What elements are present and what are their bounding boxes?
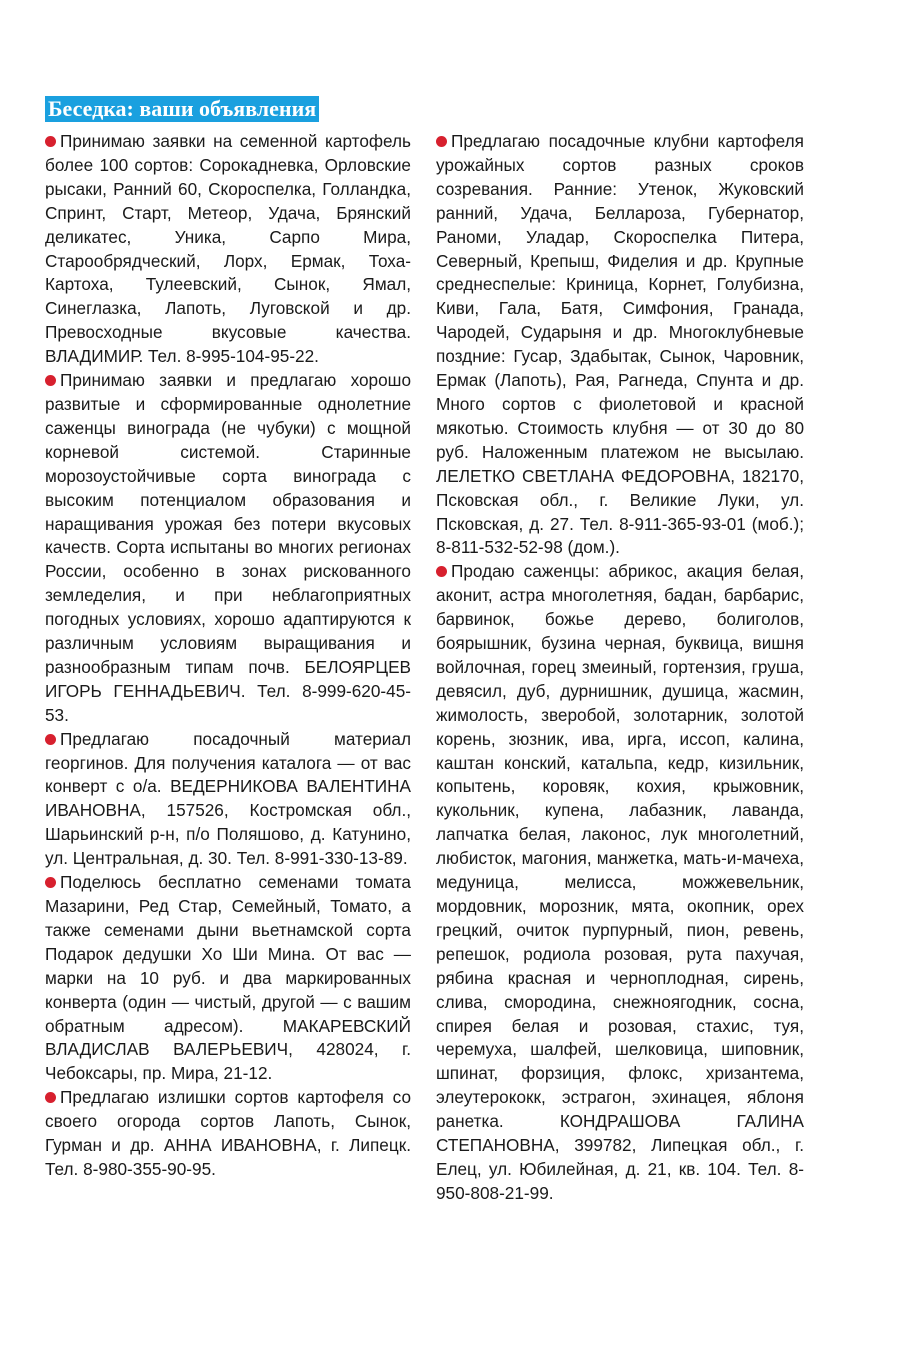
section-title: Беседка: ваши объявления [45, 96, 319, 122]
ad-text: Предлагаю посадочные клубни картофеля урожайных сортов разных сроков созревания. Ранние: Утенок, Жуковский ранний, Удача, Беллароза, Губернатор, Раноми, Уладар, Скороспелка Питера, Северный, Крепыш, Фиделия и др. Крупные среднеспелые: Криница, Корнет, Голубизна, Киви, Гала, Батя, Симфония, Гранада, Чародей, Сударыня и др. Многоклубневые поздние: Гусар, Здабытак, Сынок, Чаровник, Ермак (Лапоть), Рая, Рагнеда, Спунта и др. Много сортов с фиолетовой и красной мякотью. Стоимость клубня — от 30 до 80 руб. Наложенным платежом не высылаю. ЛЕЛЕТКО СВЕТЛАНА ФЕДОРОВНА, 182170, Псковская обл., г. Великие Луки, ул. Псковская, д. 27. Тел. 8-911-365-93-01 (моб.); 8-811-532-52-98 (дом.). [436, 131, 804, 558]
ad-text: Поделюсь бесплатно семенами томата Мазарини, Ред Стар, Семейный, Томато, а также семенами дыни вьетнамской сорта Подарок дедушки Хо Ши Мина. От вас — марки на 10 руб. и два маркированных конверта (один — чистый, другой — с вашим обратным адресом). МАКАРЕВСКИЙ ВЛАДИСЛАВ ВАЛЕРЬЕВИЧ, 428024, г. Чебоксары, пр. Мира, 21-12. [45, 872, 411, 1084]
bullet-icon [436, 136, 447, 147]
ad-text: Принимаю заявки на семенной картофель более 100 сортов: Сорокадневка, Орловские рысаки, Ранний 60, Скороспелка, Голландка, Спринт, Старт, Метеор, Удача, Брянский деликатес, Уника, Сарпо Мира, Старообрядческий, Лорх, Ермак, Тоха-Картоха, Тулеевский, Сынок, Ямал, Синеглазка, Лапоть, Луговской и др. Превосходные вкусовые качества. ВЛАДИМИР. Тел. 8-995-104-95-22. [45, 131, 411, 367]
bullet-icon [45, 1092, 56, 1103]
bullet-icon [45, 375, 56, 386]
bullet-icon [45, 734, 56, 745]
right-column [436, 130, 804, 1206]
bullet-icon [45, 877, 56, 888]
left-column [45, 130, 411, 1182]
ad-text: Принимаю заявки и предлагаю хорошо развитые и сформированные однолетние саженцы винограда (не чубуки) с мощной корневой системой. Старинные морозоустойчивые сорта винограда с высоким потенциалом образования и наращивания урожая без потери вкусовых качеств. Сорта испытаны во многих регионах России, особенно в зонах рискованного земледелия, и при неблагоприятных погодных условиях, хорошо адаптируются к различным условиям выращивания и разнообразным типам почв. БЕЛОЯРЦЕВ ИГОРЬ ГЕННАДЬЕВИЧ. Тел. 8-999-620-45-53. [45, 370, 411, 725]
bullet-icon [45, 136, 56, 147]
ad-text: Предлагаю посадочный материал георгинов. Для получения каталога — от вас конверт с о/а. ВЕДЕРНИКОВА ВАЛЕНТИНА ИВАНОВНА, 157526, Костромская обл., Шарьинский р-н, п/о Поляшово, д. Катунино, ул. Центральная, д. 30. Тел. 8-991-330-13-89. [45, 728, 411, 869]
classified-ad [45, 1086, 411, 1182]
classified-ad [436, 560, 804, 1205]
classified-ad [436, 130, 804, 560]
classified-ad [45, 728, 411, 871]
ad-text: Предлагаю излишки сортов картофеля со своего огорода сортов Лапоть, Сынок, Гурман и др. АННА ИВАНОВНА, г. Липецк. Тел. 8-980-355-90-95. [45, 1087, 411, 1179]
classified-ad [45, 871, 411, 1086]
bullet-icon [436, 566, 447, 577]
classified-ad [45, 369, 411, 728]
ad-text: Продаю саженцы: абрикос, акация белая, аконит, астра многолетняя, бадан, барбарис, барвинок, божье дерево, болиголов, боярышник, бузина черная, буквица, вишня войлочная, горец змеиный, гортензия, груша, девясил, дуб, дурнишник, душица, жасмин, жимолость, зверобой, золотарник, золотой корень, зюзник, ива, ирга, иссоп, калина, каштан конский, катальпа, кедр, кизильник, копытень, коровяк, кохия, крыжовник, кукольник, купена, лабазник, лаванда, лапчатка белая, лаконос, лук многолетний, любисток, магония, манжетка, мать-и-мачеха, медуница, мелисса, можжевельник, мордовник, морозник, мята, окопник, орех грецкий, очиток пурпурный, пион, ревень, репешок, родиола розовая, рута пахучая, рябина красная и черноплодная, сирень, слива, смородина, снежноягодник, сосна, спирея белая и розовая, стахис, туя, черемуха, шалфей, шелковица, шиповник, шпинат, форзиция, флокс, хризантема, элеутерококк, эстрагон, эхинацея, яблоня ранетка. КОНДРАШОВА ГАЛИНА СТЕПАНОВНА, 399782, Липецкая обл., г. Елец, ул. Юбилейная, д. 21, кв. 104. Тел. 8-950-808-21-99. [436, 561, 804, 1203]
classified-ad [45, 130, 411, 369]
